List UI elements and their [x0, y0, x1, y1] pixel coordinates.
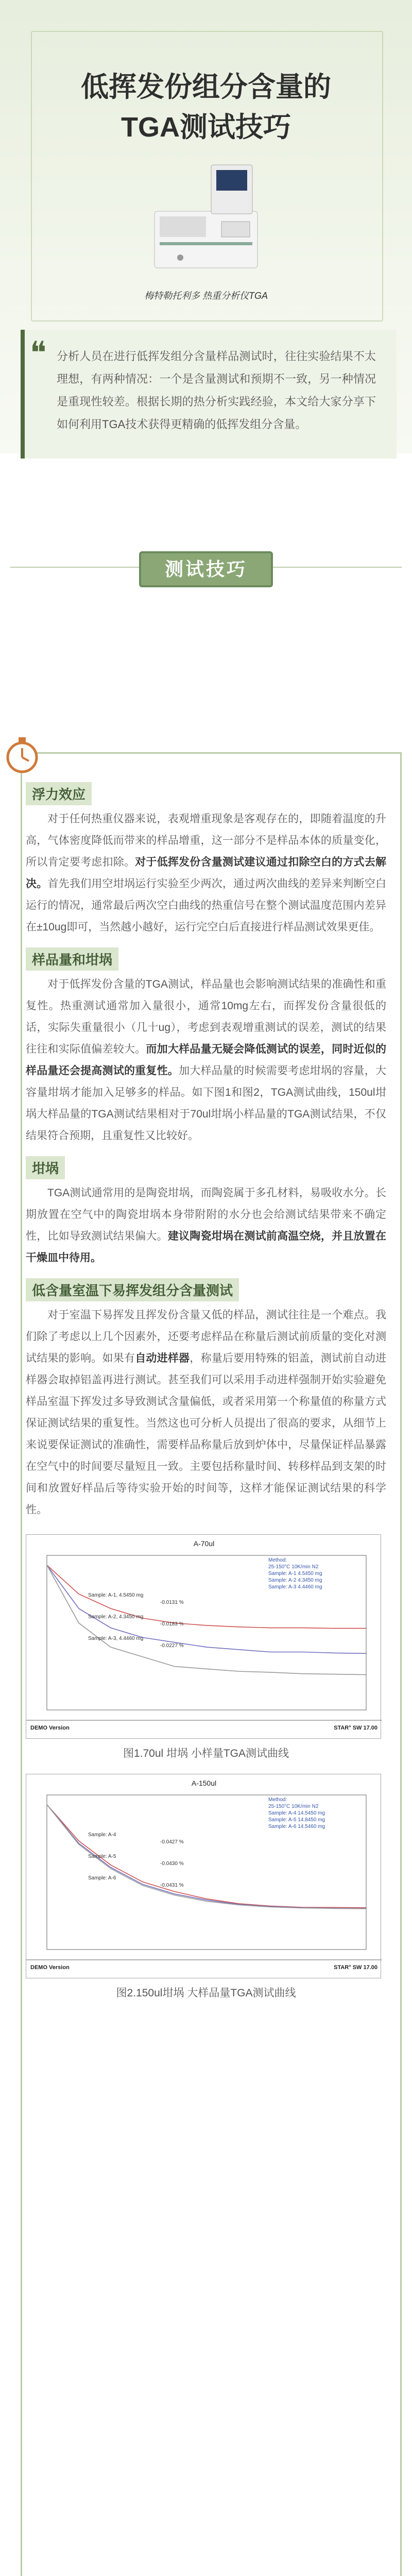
annotation-value: -0.0183 % [160, 1621, 184, 1627]
paragraph-text: 对于任何热重仪器来说，表观增重现象是客观存在的，即随着温度的升高，气体密度降低而带来的样品增重，这一部分不是样品本体的质量变化，所以肯定要考虑扣除。 [26, 813, 386, 868]
chart-2 [26, 1774, 382, 1975]
legend-line: 25-150°C 10K/min N2 [268, 1564, 319, 1570]
paragraph-bold: 对于低挥发份含量测试建议通过扣除空白的方式去解决。 [26, 856, 386, 890]
legend-line: Sample: A-5 14.8450 mg [268, 1817, 325, 1823]
legend-line: Method: [268, 1797, 287, 1803]
chart-1-caption: 图1.70ul 坩埚 小样量TGA测试曲线 [123, 1748, 289, 1759]
chart-footer-left: DEMO Version [30, 1725, 70, 1731]
annotation-label: Sample: A-6 [88, 1875, 116, 1881]
paragraph-bold: 而加大样品量无疑会降低测试的误差，同时近似的样品量还会提高测试的重复性。 [26, 1043, 386, 1077]
section-volatile [26, 1269, 386, 1521]
image-caption: 梅特勒托利多 热重分析仪TGA [144, 291, 268, 301]
chart-title: A-150ul [191, 1779, 217, 1787]
stopwatch-icon [4, 734, 40, 775]
section-paragraph [26, 974, 386, 1147]
legend-line: Sample: A-2 4.3450 mg [268, 1578, 322, 1583]
legend-line: Sample: A-6 14.5460 mg [268, 1824, 325, 1829]
section-heading: 样品量和坩埚 [26, 947, 118, 971]
section-sample-crucible [26, 938, 386, 1147]
tga-instrument-image [149, 155, 263, 278]
intro-text: 分析人员在进行低挥发组分含量样品测试时，往往实验结果不太理想，有两种情况：一个是含量测试和预期不一致，另一种情况是重现性较差。根据长期的热分析实践经验，本文给大家分享下如何利用TGA技术获得更精确的低挥发组分含量。 [57, 350, 376, 431]
paragraph-text: 对于室温下易挥发且挥发份含量又低的样品，测试往往是一个难点。我们除了考虑以上几个因素外，还要考虑样品在称量后测试前质量的变化对测试结果的影响。如果有 [26, 1309, 386, 1364]
quote-mark-icon: ❝ [30, 335, 47, 371]
chart-footer-left: DEMO Version [30, 1964, 70, 1971]
legend-line: Sample: A-3 4.4460 mg [268, 1584, 322, 1590]
chart-2-caption: 图2.150ul坩埚 大样品量TGA测试曲线 [116, 1987, 296, 1999]
paragraph-bold: 自动进样器 [135, 1352, 190, 1364]
annotation-value: -0.0227 % [160, 1643, 184, 1649]
paragraph-tail: 加大样品量的时候需要考虑坩埚的容量，大容量坩埚才能加入足够多的样品。如下图1和图2，TGA测试曲线，150ul坩埚大样品量的TGA测试结果相对于70ul坩埚小样品量的TGA测试结果，不仅结果符合预期，且重复性又比较好。 [26, 1065, 386, 1142]
content-body [26, 773, 386, 2011]
chart-footer-right: STAR° SW 17.00 [334, 1964, 377, 1971]
section-banner: 测试技巧 [139, 551, 273, 587]
annotation-label: Sample: A-3, 4.4460 mg [88, 1636, 144, 1641]
annotation-value: -0.0131 % [160, 1600, 184, 1605]
annotation-label: Sample: A-4 [88, 1832, 116, 1838]
annotation-label: Sample: A-2, 4.3450 mg [88, 1614, 144, 1620]
chart-1 [26, 1535, 382, 1736]
page-title [0, 67, 412, 147]
title-line-1: 低挥发份组分含量的 [81, 72, 331, 103]
section-crucible [26, 1147, 386, 1269]
annotation-value: -0.0431 % [160, 1883, 184, 1888]
paragraph-text: 对于低挥发份含量的TGA测试，样品量也会影响测试结果的准确性和重复性。热重测试通常加入量很小，通常10mg左右，而挥发份含量很低的话，实际失重量很小（几十ug），考虑到表观增重测试的误差，测试的结果往往和实际值偏差较大。 [26, 978, 386, 1055]
paragraph-bold: 建议陶瓷坩埚在测试前高温空烧，并且放置在干燥皿中待用。 [26, 1230, 386, 1264]
section-heading: 浮力效应 [26, 782, 92, 805]
section-paragraph [26, 808, 386, 938]
paragraph-tail: ，称量后要用特殊的铝盖，测试前自动进样器会取掉铝盖再进行测试。甚至我们可以采用手动进样强制开始实验避免样品室温下挥发过多导致测试含量偏低，或者采用第一个称量值的称量方式保证测试结果的重复性。当然这也可分析人员提出了很高的要求，从细节上来说要保证测试的准确性，需要样品称量后放到炉体中，尽量保证样品暴露在空气中的时间要尽量短且一致。主要包括称量时间、转移样品到支架的时间和放置好样品后等待实验开始的时间等，这样才能保证测试结果的科学性。 [26, 1352, 386, 1516]
title-line-2: TGA测试技巧 [121, 112, 291, 143]
legend-line: Sample: A-4 14.5450 mg [268, 1810, 325, 1816]
chart-2-panel [26, 1774, 381, 1978]
annotation-label: Sample: A-1, 4.5450 mg [88, 1592, 144, 1598]
section-heading: 坩埚 [26, 1156, 65, 1179]
chart-footer-right: STAR° SW 17.00 [334, 1725, 377, 1731]
annotation-value: -0.0427 % [160, 1839, 184, 1845]
chart-1-panel [26, 1534, 381, 1739]
chart-title: A-70ul [193, 1539, 215, 1548]
section-buoyancy [26, 773, 386, 938]
paragraph-text: TGA测试通常用的是陶瓷坩埚，而陶瓷属于多孔材料，易吸收水分。长期放置在空气中的陶瓷坩埚本身带附附的水分也会给测试结果带来不确定性，比如导致测试结果偏大。 [26, 1187, 386, 1242]
annotation-label: Sample: A-5 [88, 1854, 116, 1859]
legend-line: Method: [268, 1557, 287, 1563]
section-paragraph [26, 1182, 386, 1269]
section-heading: 低含量室温下易挥发组分含量测试 [26, 1278, 239, 1301]
legend-line: 25-150°C 10K/min N2 [268, 1804, 319, 1809]
section-paragraph [26, 1304, 386, 1521]
annotation-value: -0.0430 % [160, 1861, 184, 1867]
legend-line: Sample: A-1 4.5450 mg [268, 1571, 322, 1577]
paragraph-tail: 首先我们用空坩埚运行实验至少两次，通过两次曲线的差异来判断空白运行的情况，通常最后两次空白曲线的热重信号在整个测试温度范围内差异在±10ug即可，当然越小越好，运行完空白后直接进行样品测试效果更佳。 [26, 878, 386, 933]
